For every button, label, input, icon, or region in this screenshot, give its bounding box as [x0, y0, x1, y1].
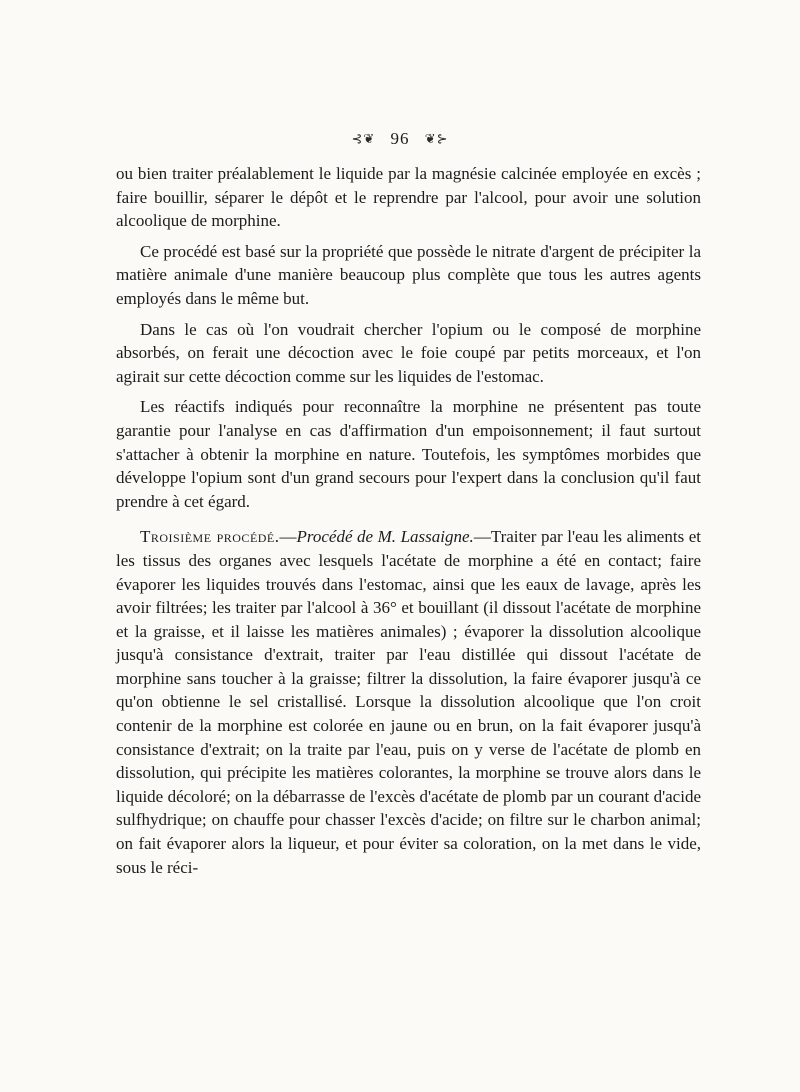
ornament-left-icon: ⊰❦: [351, 131, 376, 147]
text-body: [116, 162, 701, 886]
ornament-right-icon: ❦⊱: [424, 131, 449, 147]
section-text: Traiter par l'eau les aliments et les tissus des organes avec lesquels l'acétate de morphine a été en contact; faire évaporer les liquides trouvés dans l'estomac, ainsi que les eaux de lavage, après les avoir filtrées; les traiter par l'alcool à 36° et bouillant (il dissout l'acétate de morphine et la graisse, et il laisse les matières animales) ; évaporer la dissolution alcoolique jusqu'à consistance d'extrait, traiter par l'eau distillée qui dissout l'acétate de morphine sans toucher à la graisse; filtrer la dissolution, la faire évaporer jusqu'à ce qu'on obtienne le sel cristallisé. Lorsque la dissolution alcoolique que l'on croit contenir de la morphine est colorée en jaune ou en brun, on la fait évaporer jusqu'à consistance d'extrait; on la traite par l'eau, puis on y verse de l'acétate de plomb en dissolution, qui précipite les matières colorantes, la morphine se trouve alors dans le liquide décoloré; on la débarrasse de l'excès d'acétate de plomb par un courant d'acide sulfhydrique; on chauffe pour chasser l'excès d'acide; on filtre sur le charbon animal; on fait évaporer alors la liqueur, et pour éviter sa coloration, on la met dans le vide, sous le réci-: [116, 527, 701, 877]
paragraph-nitrate-procedure: Ce procédé est basé sur la propriété que possède le nitrate d'argent de précipiter la matière animale d'une manière beaucoup plus complète que tous les autres agents employés dans le même but.: [116, 241, 701, 308]
paragraph-continuation: ou bien traiter préalablement le liquide par la magnésie calcinée employée en excès ; faire bouillir, séparer le dépôt et le reprendre par l'alcool, pour avoir une solution alcoolique de morphine.: [116, 164, 701, 231]
section-subtitle: Procédé de M. Lassaigne.: [296, 527, 474, 547]
section-dash-1: —: [279, 527, 297, 547]
section-dash-2: —: [473, 527, 491, 547]
section-third-procedure: [116, 525, 701, 879]
paragraph-reagents: Les réactifs indiqués pour reconnaître la morphine ne présentent pas toute garantie pour l'analyse en cas d'affirmation d'un empoisonnement; il faut surtout s'attacher à obtenir la morphine en nature. Toutefois, les symptômes morbides que développe l'opium sont d'un grand secours pour l'expert dans la conclusion qu'il faut prendre à cet égard.: [116, 397, 701, 511]
page-number: 96: [390, 129, 410, 149]
page-header: [0, 128, 800, 149]
paragraph-liver-decoction: Dans le cas où l'on voudrait chercher l'opium ou le composé de morphine absorbés, on ferait une décoction avec le foie coupé par petits morceaux, et l'on agirait sur cette décoction comme sur les liquides de l'estomac.: [116, 319, 701, 386]
section-heading: Troisième procédé.: [140, 527, 280, 547]
